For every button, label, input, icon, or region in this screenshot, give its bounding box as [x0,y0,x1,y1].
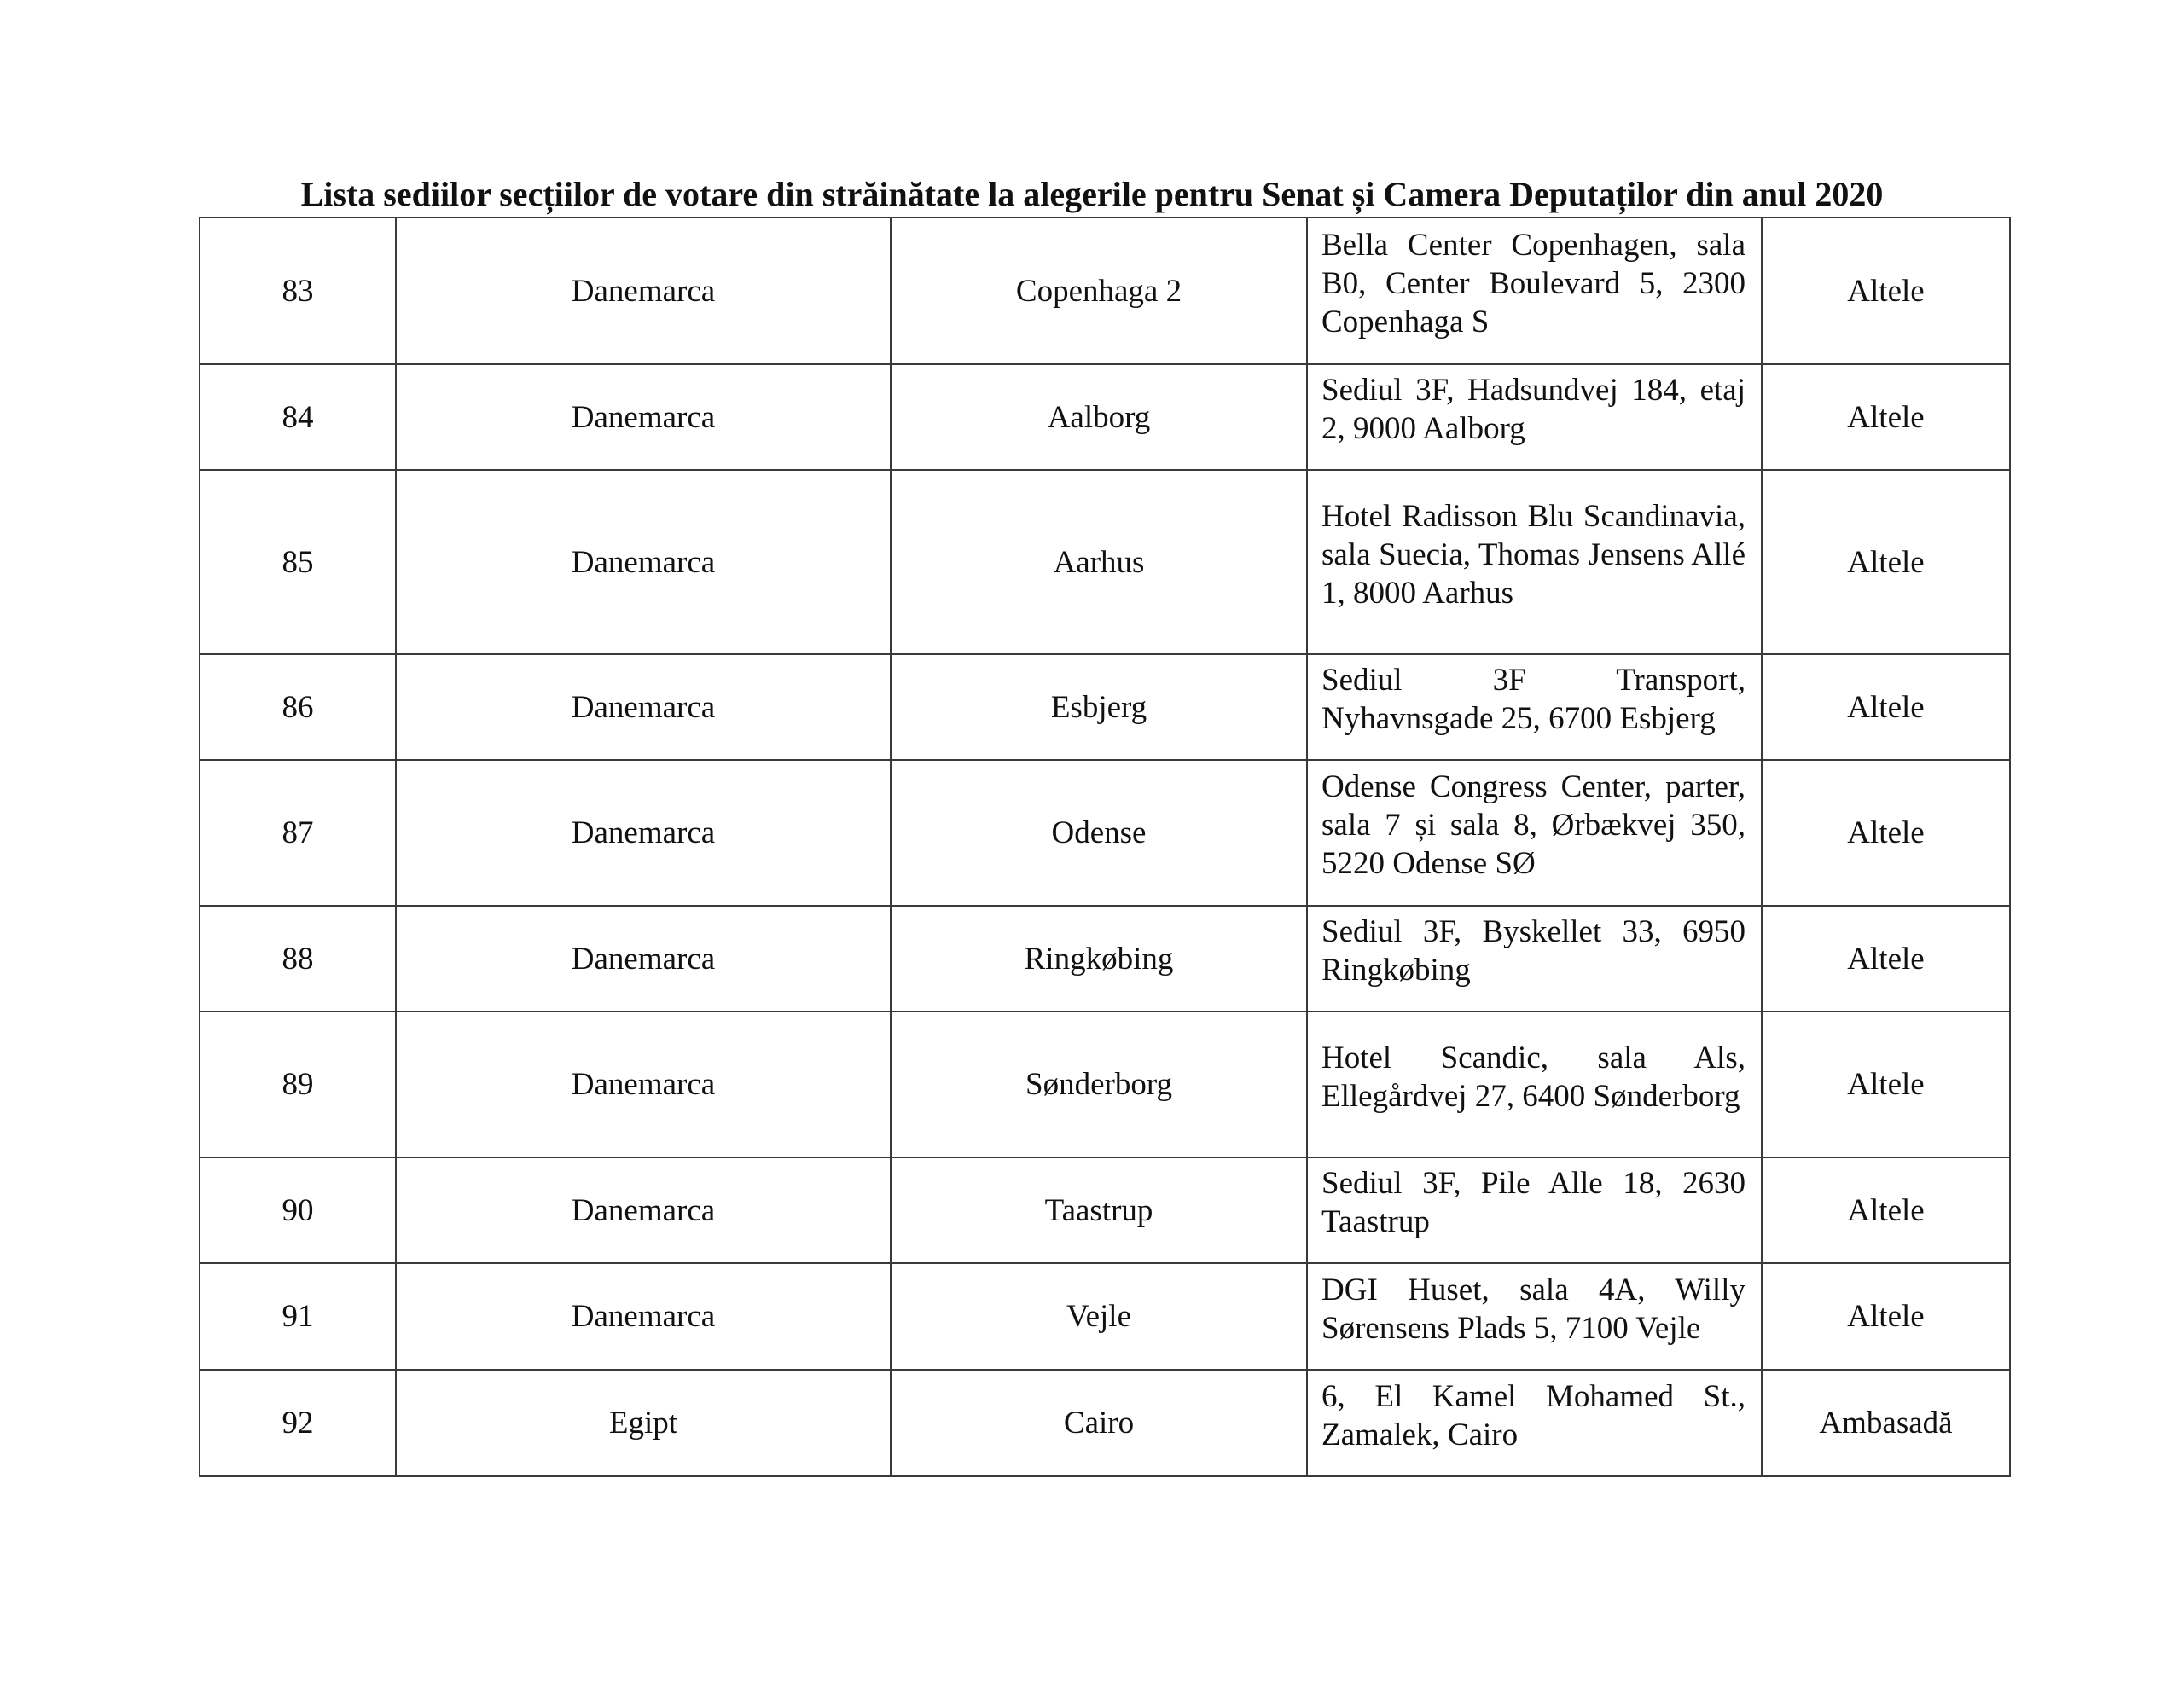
city-cell: Copenhaga 2 [891,217,1307,364]
location-type-cell: Altele [1762,364,2010,470]
address-text: Hotel Scandic, sala Als, Ellegårdvej 27, 6400 Sønderborg [1321,1040,1745,1114]
row-number: 85 [200,470,396,654]
address-cell [1307,1012,1762,1157]
table-row [200,470,2010,654]
row-number: 89 [200,1012,396,1157]
address-text: DGI Huset, sala 4A, Willy Sørensens Plads 5, 7100 Vejle [1321,1272,1745,1346]
location-type-cell: Altele [1762,1012,2010,1157]
address-text: Sediul 3F, Hadsundvej 184, etaj 2, 9000 Aalborg [1321,373,1745,446]
country-cell: Egipt [396,1370,891,1476]
address-cell [1307,217,1762,364]
address-text: 6, El Kamel Mohamed St., Zamalek, Cairo [1321,1378,1745,1452]
row-number: 92 [200,1370,396,1476]
country-cell: Danemarca [396,1157,891,1263]
row-number: 84 [200,364,396,470]
table-row [200,1263,2010,1370]
row-number: 90 [200,1157,396,1263]
location-type-cell: Altele [1762,470,2010,654]
city-cell: Taastrup [891,1157,1307,1263]
location-type-cell: Ambasadă [1762,1370,2010,1476]
polling-stations-table [199,217,2011,1477]
row-number: 86 [200,654,396,760]
city-cell: Aarhus [891,470,1307,654]
table-row [200,760,2010,906]
address-cell [1307,760,1762,906]
address-text: Sediul 3F, Byskellet 33, 6950 Ringkøbing [1321,914,1745,988]
address-cell [1307,1370,1762,1476]
row-number: 83 [200,217,396,364]
country-cell: Danemarca [396,760,891,906]
address-cell [1307,1157,1762,1263]
address-cell [1307,470,1762,654]
country-cell: Danemarca [396,217,891,364]
row-number: 88 [200,906,396,1012]
city-cell: Esbjerg [891,654,1307,760]
location-type-cell: Altele [1762,1157,2010,1263]
table-row [200,1157,2010,1263]
table-row [200,1370,2010,1476]
row-number: 87 [200,760,396,906]
city-cell: Ringkøbing [891,906,1307,1012]
address-text: Odense Congress Center, parter, sala 7 și sala 8, Ørbækvej 350, 5220 Odense SØ [1321,769,1745,881]
address-cell [1307,906,1762,1012]
address-text: Sediul 3F Transport, Nyhavnsgade 25, 6700 Esbjerg [1321,663,1745,736]
country-cell: Danemarca [396,1012,891,1157]
country-cell: Danemarca [396,906,891,1012]
table-row [200,1012,2010,1157]
country-cell: Danemarca [396,470,891,654]
city-cell: Odense [891,760,1307,906]
country-cell: Danemarca [396,364,891,470]
table-row [200,654,2010,760]
row-number: 91 [200,1263,396,1370]
city-cell: Cairo [891,1370,1307,1476]
address-text: Hotel Radisson Blu Scandinavia, sala Suecia, Thomas Jensens Allé 1, 8000 Aarhus [1321,498,1745,611]
city-cell: Aalborg [891,364,1307,470]
country-cell: Danemarca [396,654,891,760]
location-type-cell: Altele [1762,217,2010,364]
address-text: Bella Center Copenhagen, sala B0, Center Boulevard 5, 2300 Copenhaga S [1321,227,1745,339]
city-cell: Vejle [891,1263,1307,1370]
page-title: Lista sediilor secțiilor de votare din străinătate la alegerile pentru Senat și Camera Deputaților din anul 2020 [300,175,1884,213]
address-cell [1307,1263,1762,1370]
address-text: Sediul 3F, Pile Alle 18, 2630 Taastrup [1321,1166,1745,1239]
address-cell [1307,654,1762,760]
country-cell: Danemarca [396,1263,891,1370]
location-type-cell: Altele [1762,906,2010,1012]
table-row [200,906,2010,1012]
table-row [200,217,2010,364]
location-type-cell: Altele [1762,760,2010,906]
location-type-cell: Altele [1762,654,2010,760]
address-cell [1307,364,1762,470]
city-cell: Sønderborg [891,1012,1307,1157]
table-row [200,364,2010,470]
location-type-cell: Altele [1762,1263,2010,1370]
